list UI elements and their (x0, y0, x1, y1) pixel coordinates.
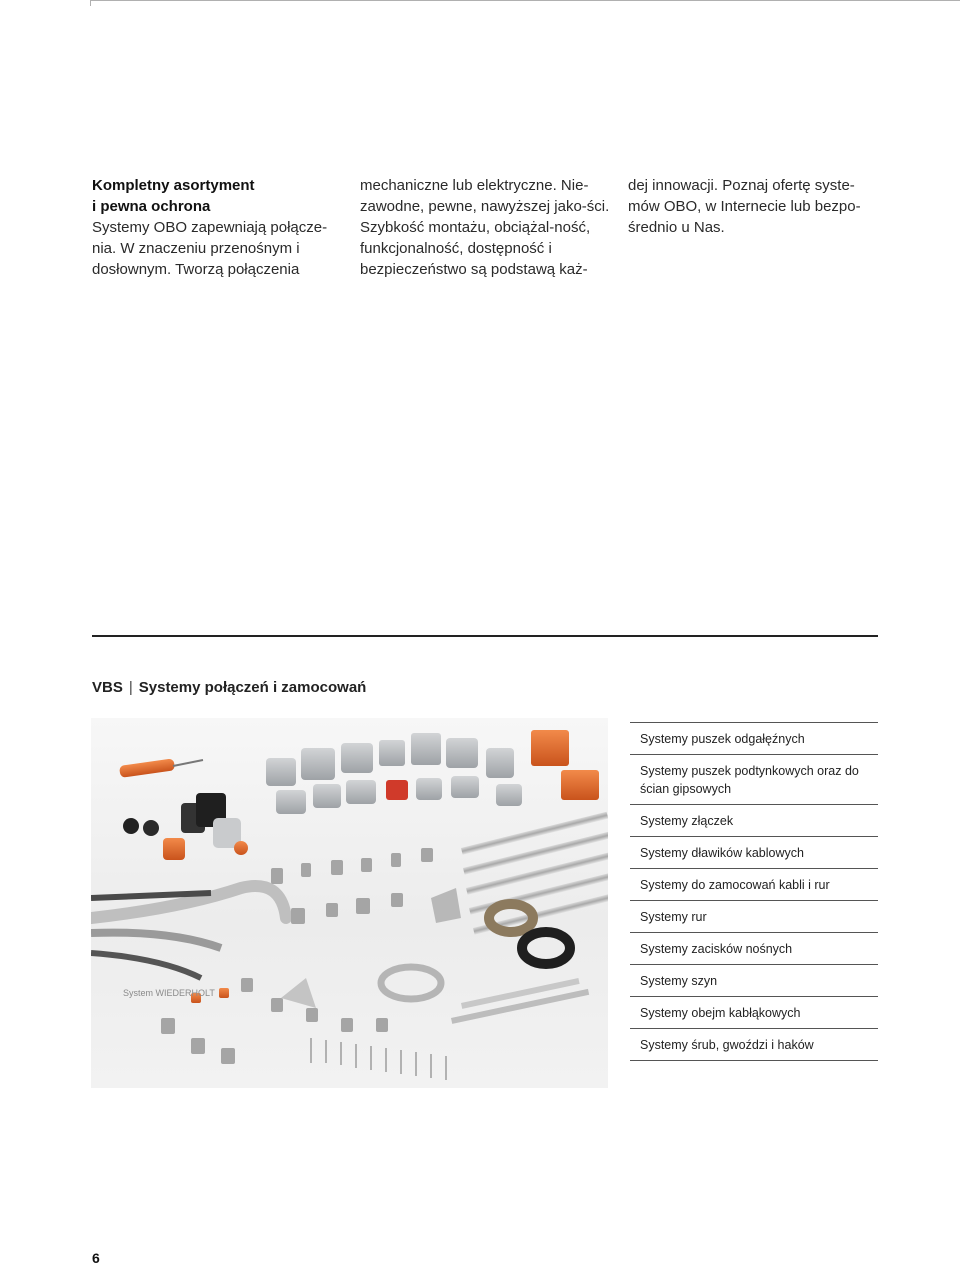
list-item: Systemy zacisków nośnych (630, 933, 878, 965)
list-item: Systemy do zamocowań kabli i rur (630, 869, 878, 901)
section-code: VBS (92, 679, 123, 696)
list-item: Systemy szyn (630, 965, 878, 997)
brand-label: System WIEDERHOLT (123, 988, 215, 998)
intro-column-2 (360, 175, 610, 280)
intro-text-1: Systemy OBO zapewniają połącze-nia. W znaczeniu przenośnym i dosłownym. Tworzą połączenia (92, 219, 328, 278)
list-item: Systemy dławików kablowych (630, 837, 878, 869)
section-name: Systemy połączeń i zamocowań (138, 679, 367, 696)
list-item: Systemy złączek (630, 805, 878, 837)
intro-column-3 (628, 175, 880, 238)
top-rule-tick (90, 0, 91, 6)
product-photo (91, 718, 608, 1088)
list-item: Systemy puszek podtynkowych oraz do ścian gipsowych (630, 755, 878, 805)
list-item: Systemy śrub, gwoździ i haków (630, 1029, 878, 1061)
systems-list (630, 722, 878, 1061)
intro-text-2: mechaniczne lub elektryczne. Nie-zawodne, pewne, nawyższej jako-ści. Szybkość montażu, obciążal-ność, funkcjonalność, dostępność i bezpieczeństwo są podstawą każ- (360, 177, 610, 278)
product-photo-illustration (91, 718, 608, 1088)
intro-heading-line-1: Kompletny asortyment (92, 177, 255, 194)
section-divider (92, 635, 878, 637)
page-number: 6 (92, 1250, 100, 1266)
list-item: Systemy puszek odgałęźnych (630, 723, 878, 755)
section-separator: | (128, 679, 133, 696)
intro-text-3: dej innowacji. Poznaj ofertę syste-mów OBO, w Internecie lub bezpo-średnio u Nas. (628, 177, 861, 236)
list-item: Systemy rur (630, 901, 878, 933)
section-title (92, 679, 366, 696)
list-item: Systemy obejm kabłąkowych (630, 997, 878, 1029)
intro-heading-line-2: i pewna ochrona (92, 198, 211, 215)
top-rule (90, 0, 960, 1)
intro-column-1 (92, 175, 340, 280)
